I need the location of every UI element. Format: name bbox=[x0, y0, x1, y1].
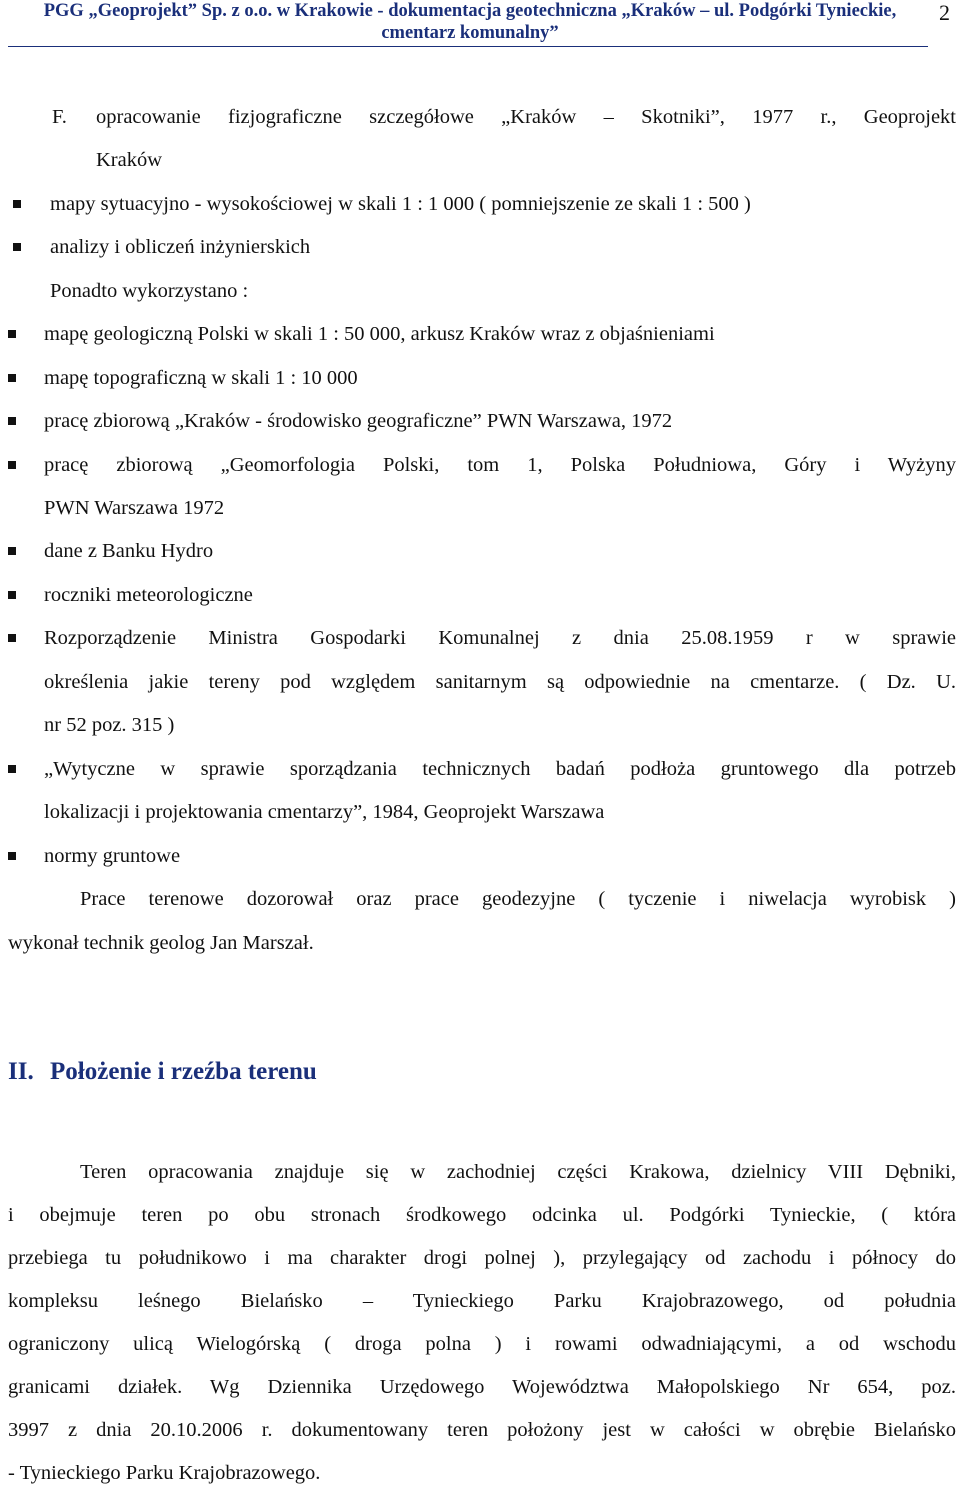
paragraph-line: i obejmuje teren po obu stronach środkowego odcinka ul. Podgórki Tynieckie, ( która bbox=[8, 1204, 956, 1226]
list-item-soil-norms: normy gruntowe bbox=[44, 845, 181, 867]
header-title-line-1: PGG „Geoprojekt” Sp. z o.o. w Krakowie - dokumentacja geotechniczna „Kraków – ul. Podgórki Tynieckie, bbox=[43, 1, 897, 21]
header-title bbox=[20, 0, 920, 44]
paragraph-line: kompleksu leśnego Bielańsko – Tynieckiego Parku Krajobrazowego, od południa bbox=[8, 1290, 956, 1312]
bullet-marker bbox=[8, 417, 16, 425]
also-used-label: Ponadto wykorzystano : bbox=[50, 280, 249, 302]
bullet-marker bbox=[13, 200, 21, 208]
list-item-guidelines-line-2: lokalizacji i projektowania cmentarzy”, 1984, Geoprojekt Warszawa bbox=[44, 801, 605, 823]
bullet-marker bbox=[8, 634, 16, 642]
source-f-line-2: Kraków bbox=[96, 149, 163, 171]
list-item-analyses: analizy i obliczeń inżynierskich bbox=[50, 236, 311, 258]
paragraph-line: ograniczony ulicą Wielogórską ( droga polna ) i rowami odwadniającymi, a od wschodu bbox=[8, 1333, 956, 1355]
list-item-geomorphology-line-1: pracę zbiorową „Geomorfologia Polski, tom 1, Polska Południowa, Góry i Wyżyny bbox=[44, 454, 956, 476]
list-item-regulation-line-3: nr 52 poz. 315 ) bbox=[44, 714, 175, 736]
header-divider bbox=[8, 46, 928, 47]
bullet-marker bbox=[8, 852, 16, 860]
list-item-hydro-bank: dane z Banku Hydro bbox=[44, 540, 214, 562]
paragraph-line: Teren opracowania znajduje się w zachodniej części Krakowa, dzielnicy VIII Dębniki, bbox=[80, 1161, 956, 1183]
bullet-marker bbox=[8, 461, 16, 469]
page-number: 2 bbox=[939, 0, 950, 25]
page-header bbox=[0, 0, 960, 48]
header-title-line-2: cmentarz komunalny” bbox=[381, 23, 559, 43]
list-item-guidelines-line-1: „Wytyczne w sprawie sporządzania technicznych badań podłoża gruntowego dla potrzeb bbox=[44, 758, 956, 780]
list-item-regulation-line-2: określenia jakie tereny pod względem sanitarnym są odpowiednie na cmentarze. ( Dz. U. bbox=[44, 671, 956, 693]
list-item-meteorology: roczniki meteorologiczne bbox=[44, 584, 253, 606]
list-item-map-situation: mapy sytuacyjno - wysokościowej w skali 1 : 1 000 ( pomniejszenie ze skali 1 : 500 ) bbox=[50, 193, 751, 215]
bullet-marker bbox=[8, 765, 16, 773]
source-f-label: F. bbox=[52, 106, 67, 128]
field-work-line-1: Prace terenowe dozorował oraz prace geodezyjne ( tyczenie i niwelacja wyrobisk ) bbox=[80, 888, 956, 910]
paragraph-line: przebiega tu południkowo i ma charakter drogi polnej ), przylegający od zachodu i północy do bbox=[8, 1247, 956, 1269]
bullet-marker bbox=[8, 547, 16, 555]
paragraph-line: - Tynieckiego Parku Krajobrazowego. bbox=[8, 1462, 321, 1484]
bullet-marker bbox=[8, 374, 16, 382]
bullet-marker bbox=[13, 243, 21, 251]
bullet-marker bbox=[8, 591, 16, 599]
list-item-geological-map: mapę geologiczną Polski w skali 1 : 50 000, arkusz Kraków wraz z objaśnieniami bbox=[44, 323, 715, 345]
list-item-topographic-map: mapę topograficzną w skali 1 : 10 000 bbox=[44, 367, 358, 389]
section-title: Położenie i rzeźba terenu bbox=[50, 1058, 317, 1085]
list-item-krakow-geography: pracę zbiorową „Kraków - środowisko geograficzne” PWN Warszawa, 1972 bbox=[44, 410, 673, 432]
field-work-line-2: wykonał technik geolog Jan Marszał. bbox=[8, 932, 314, 954]
source-f-line-1: opracowanie fizjograficzne szczegółowe „Kraków – Skotniki”, 1977 r., Geoprojekt bbox=[96, 106, 956, 128]
bullet-marker bbox=[8, 330, 16, 338]
section-number: II. bbox=[8, 1058, 34, 1085]
list-item-geomorphology-line-2: PWN Warszawa 1972 bbox=[44, 497, 225, 519]
section-heading bbox=[8, 1058, 317, 1086]
paragraph-line: 3997 z dnia 20.10.2006 r. dokumentowany teren położony jest w całości w obrębie Bielańsko bbox=[8, 1419, 956, 1441]
list-item-regulation-line-1: Rozporządzenie Ministra Gospodarki Komunalnej z dnia 25.08.1959 r w sprawie bbox=[44, 627, 956, 649]
paragraph-line: granicami działek. Wg Dziennika Urzędowego Województwa Małopolskiego Nr 654, poz. bbox=[8, 1376, 956, 1398]
